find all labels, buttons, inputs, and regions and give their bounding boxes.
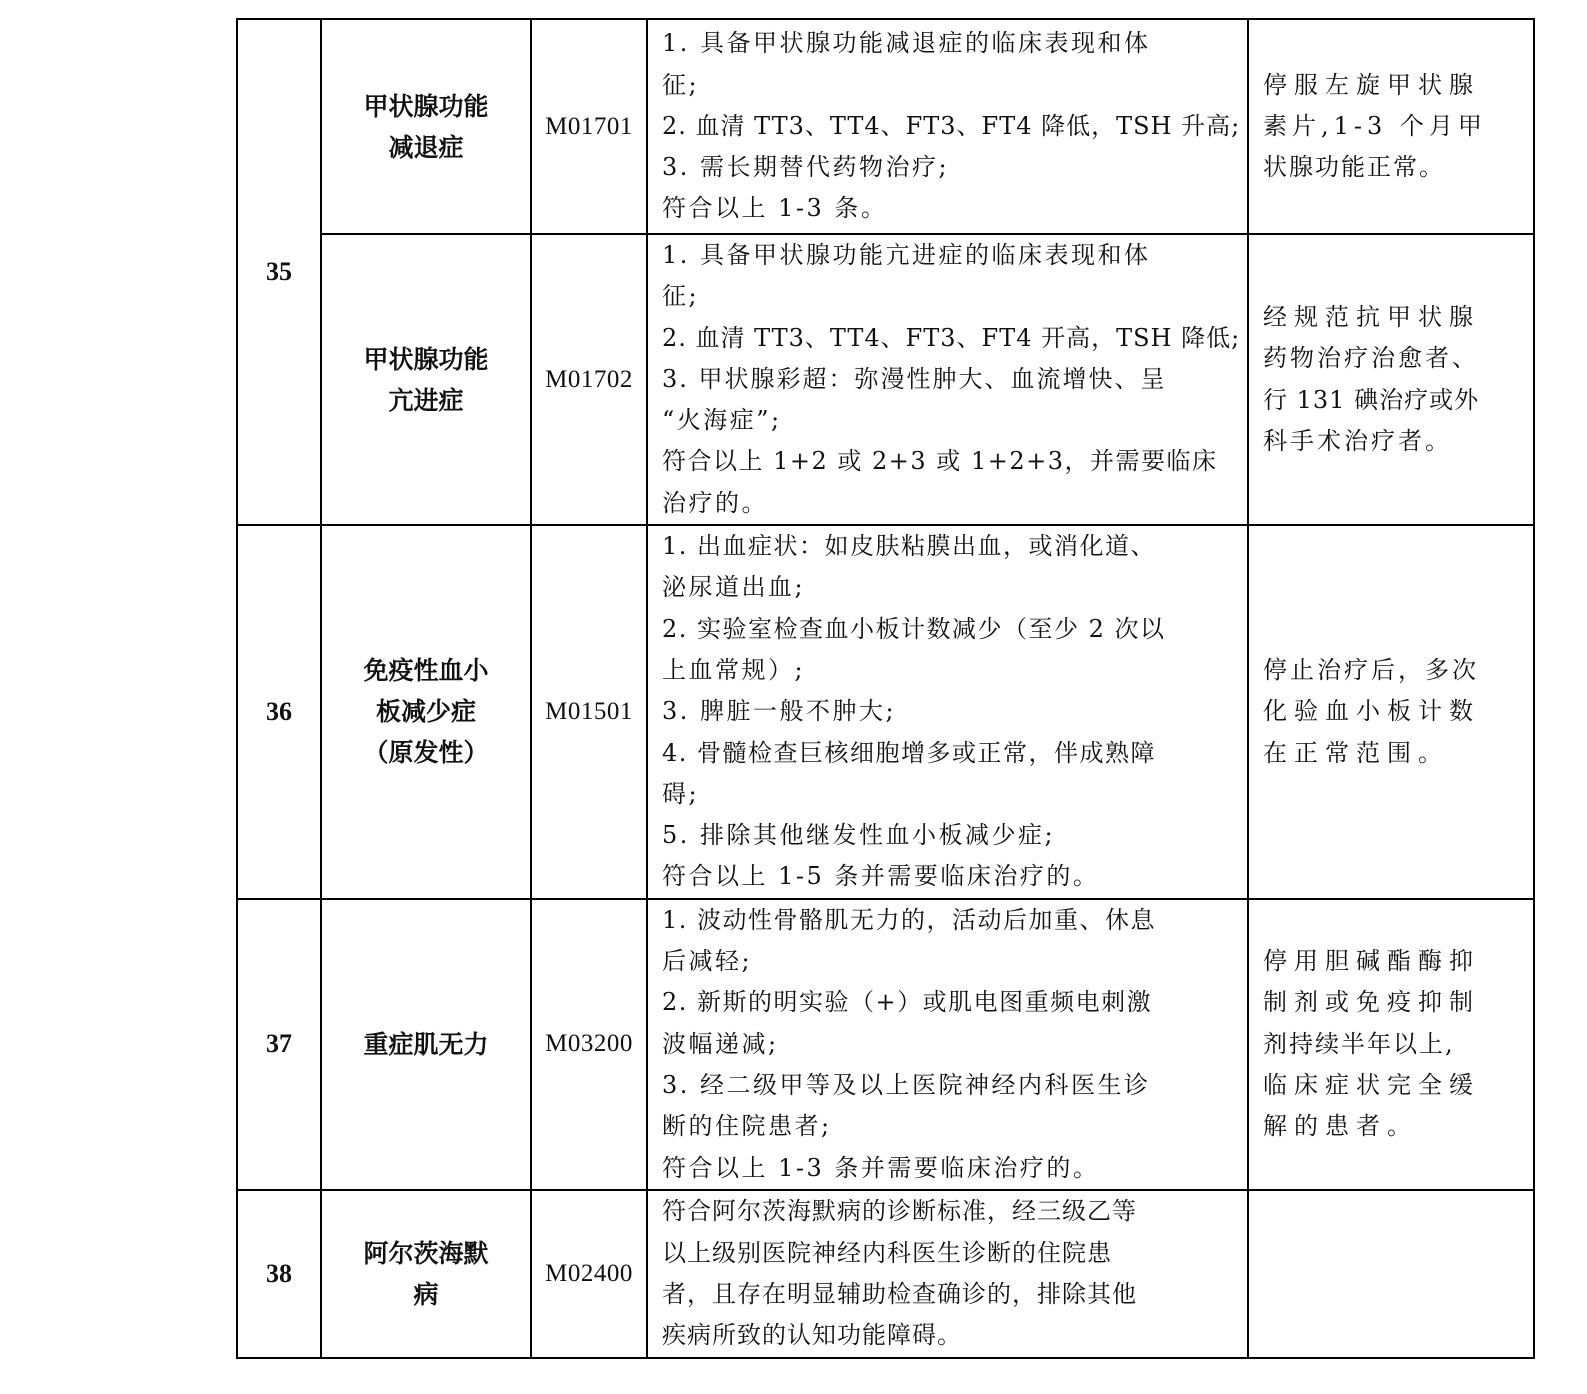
criteria-line: 符合以上 1-5 条并需要临床治疗的。: [662, 862, 1100, 891]
criteria-line: 2. 血清 TT3、TT4、FT3、FT4 开高，TSH 降低;: [662, 323, 1241, 352]
criteria-line: 上血常规）;: [662, 655, 806, 684]
row-number: 35: [266, 257, 292, 287]
table-row: [237, 234, 1534, 525]
disease-name-line: 减退症: [388, 132, 464, 162]
criteria-line: 1. 具备甲状腺功能亢进症的临床表现和体: [662, 241, 1151, 269]
table-row: [237, 1190, 1534, 1358]
row-number: 37: [266, 1029, 292, 1059]
row-number-cell: [237, 899, 321, 1190]
disease-code: M01701: [545, 112, 633, 140]
criteria-line: “火海症”;: [662, 406, 782, 435]
disease-criteria-table: [236, 18, 1535, 1359]
termination-line: 停服左旋甲状腺: [1263, 70, 1480, 99]
termination-line: 状腺功能正常。: [1263, 153, 1445, 182]
criteria-line: 后减轻;: [662, 947, 753, 976]
termination-line: 化验血小板计数: [1263, 697, 1480, 726]
disease-name-cell: [321, 899, 531, 1190]
disease-code-cell: [531, 899, 647, 1190]
criteria-line: 符合阿尔茨海默病的诊断标准，经三级乙等: [662, 1197, 1137, 1226]
diagnostic-criteria-cell: [647, 19, 1248, 234]
disease-name-cell: [321, 525, 531, 899]
disease-name-line: 板减少症: [375, 697, 476, 727]
disease-code-cell: [531, 525, 647, 899]
termination-line: 素片,1-3 个月甲: [1263, 111, 1487, 140]
termination-criteria-cell: [1248, 19, 1534, 234]
termination-line: 行 131 碘治疗或外: [1263, 385, 1480, 414]
termination-criteria-cell-empty: [1248, 1190, 1534, 1358]
disease-name-line: 病: [413, 1279, 439, 1309]
row-number-cell: [237, 1190, 321, 1358]
row-number-cell: [237, 19, 321, 525]
termination-line: 解的患者。: [1263, 1112, 1418, 1141]
criteria-line: 1. 具备甲状腺功能减退症的临床表现和体: [662, 29, 1151, 58]
criteria-line: 1. 波动性骨骼肌无力的，活动后加重、休息: [662, 905, 1157, 934]
diagnostic-criteria-cell: [647, 525, 1248, 899]
termination-line: 药物治疗治愈者、: [1263, 344, 1479, 373]
criteria-line: 符合以上 1-3 条。: [662, 194, 888, 223]
criteria-line: 征;: [662, 70, 700, 99]
criteria-line: 3. 甲状腺彩超：弥漫性肿大、血流增快、呈: [662, 364, 1167, 393]
criteria-line: 符合以上 1+2 或 2+3 或 1+2+3，并需要临床: [662, 447, 1218, 476]
disease-code-cell: [531, 19, 647, 234]
disease-name-line: 重症肌无力: [363, 1029, 489, 1059]
termination-line: 经规范抗甲状腺: [1263, 302, 1480, 331]
criteria-line: 泌尿道出血;: [662, 573, 806, 602]
table-body: [237, 19, 1534, 1358]
diagnostic-criteria-cell: [647, 1190, 1248, 1358]
disease-code: M01702: [545, 365, 633, 393]
table-row: [237, 525, 1534, 899]
disease-name-line: （原发性）: [363, 738, 489, 768]
criteria-line: 疾病所致的认知功能障碍。: [662, 1321, 962, 1350]
disease-name-line: 亢进症: [388, 385, 464, 415]
disease-code: M03200: [545, 1030, 633, 1058]
table-row: [237, 19, 1534, 234]
criteria-line: 碍;: [662, 779, 700, 808]
termination-criteria-cell: [1248, 899, 1534, 1190]
criteria-line: 2. 实验室检查血小板计数减少（至少 2 次以: [662, 614, 1166, 643]
termination-line: 科手术治疗者。: [1263, 426, 1452, 455]
termination-criteria-cell: [1248, 525, 1534, 899]
disease-name-cell: [321, 234, 531, 525]
disease-name-line: 甲状腺功能: [363, 91, 489, 121]
criteria-line: 符合以上 1-3 条并需要临床治疗的。: [662, 1153, 1100, 1182]
disease-code-cell: [531, 1190, 647, 1358]
diagnostic-criteria-cell: [647, 899, 1248, 1190]
termination-line: 停止治疗后，多次: [1263, 655, 1479, 684]
termination-line: 临床症状完全缓: [1263, 1070, 1480, 1099]
termination-criteria-cell: [1248, 234, 1534, 525]
row-number: 36: [266, 696, 292, 726]
criteria-line: 2. 新斯的明实验（+）或肌电图重频电刺激: [662, 988, 1153, 1017]
disease-name-line: 甲状腺功能: [363, 344, 489, 374]
criteria-line: 者，且存在明显辅助检查确诊的，排除其他: [662, 1279, 1137, 1308]
disease-code: M01501: [545, 697, 633, 725]
criteria-line: 以上级别医院神经内科医生诊断的住院患: [662, 1238, 1112, 1267]
termination-line: 停用胆碱酯酶抑: [1263, 947, 1480, 976]
criteria-line: 3. 脾脏一般不肿大;: [662, 697, 897, 726]
disease-code-cell: [531, 234, 647, 525]
criteria-line: 4. 骨髓检查巨核细胞增多或正常，伴成熟障: [662, 738, 1157, 767]
criteria-line: 5. 排除其他继发性血小板减少症;: [662, 821, 1056, 850]
criteria-line: 3. 经二级甲等及以上医院神经内科医生诊: [662, 1070, 1151, 1099]
criteria-line: 征;: [662, 282, 700, 311]
row-number-cell: [237, 525, 321, 899]
criteria-line: 治疗的。: [662, 488, 768, 517]
criteria-line: 1. 出血症状：如皮肤粘膜出血，或消化道、: [662, 532, 1157, 561]
criteria-line: 断的住院患者;: [662, 1112, 832, 1141]
table-row: [237, 899, 1534, 1190]
disease-name-cell: [321, 19, 531, 234]
disease-name-line: 阿尔茨海默: [363, 1238, 489, 1268]
termination-line: 在正常范围。: [1263, 738, 1449, 767]
disease-code: M02400: [545, 1259, 633, 1287]
disease-name-cell: [321, 1190, 531, 1358]
row-number: 38: [266, 1258, 292, 1288]
disease-criteria-table-container: [236, 18, 1535, 1359]
criteria-line: 3. 需长期替代药物治疗;: [662, 153, 950, 182]
diagnostic-criteria-cell: [647, 234, 1248, 525]
termination-line: 剂持续半年以上,: [1263, 1029, 1455, 1058]
termination-line: 制剂或免疫抑制: [1263, 988, 1480, 1017]
criteria-line: 2. 血清 TT3、TT4、FT3、FT4 降低，TSH 升高;: [662, 111, 1241, 140]
disease-name-line: 免疫性血小: [363, 656, 489, 686]
criteria-line: 波幅递减;: [662, 1029, 779, 1058]
